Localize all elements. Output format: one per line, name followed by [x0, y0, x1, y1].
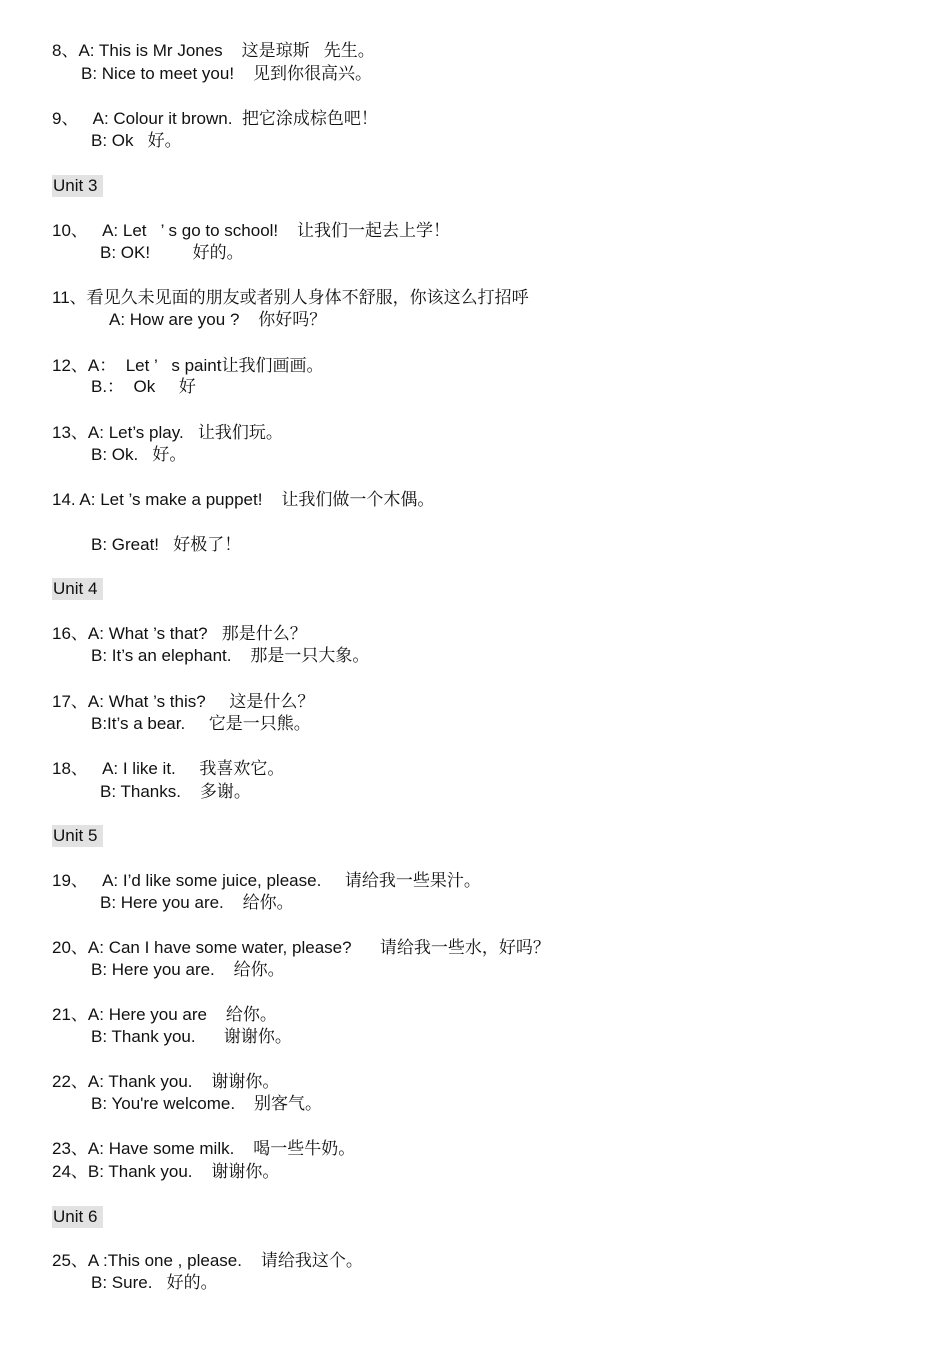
unit-3-heading: Unit 3 — [52, 175, 103, 197]
dialogue-19-line-a: 19、 A: I’d like some juice, please. 请给我一些果汁。 — [52, 871, 481, 890]
dialogue-11-line-a: 11、看见久未见面的朋友或者别人身体不舒服，你该这么打招呼 — [52, 288, 529, 307]
dialogue-8-line-b: B: Nice to meet you! 见到你很高兴。 — [81, 64, 372, 83]
dialogue-19-line-b: B: Here you are. 给你。 — [100, 893, 294, 912]
dialogue-21-line-b: B: Thank you. 谢谢你。 — [91, 1027, 292, 1046]
dialogue-11-line-b: A: How are you ? 你好吗？ — [109, 310, 327, 329]
dialogue-22-line-b: B: You're welcome. 别客气。 — [91, 1094, 322, 1113]
dialogue-10-line-a: 10、 A: Let ’ s go to school! 让我们一起去上学！ — [52, 221, 451, 240]
dialogue-17-line-b: B:It’s a bear. 它是一只熊。 — [91, 714, 311, 733]
dialogue-23-line: 23、A: Have some milk. 喝一些牛奶。 — [52, 1139, 356, 1158]
dialogue-13-line-b: B: Ok. 好。 — [91, 445, 187, 464]
dialogue-18-line-b: B: Thanks. 多谢。 — [100, 782, 251, 801]
dialogue-10-line-b: B: OK! 好的。 — [100, 243, 244, 262]
dialogue-12-line-b: B.： Ok 好 — [91, 377, 196, 396]
dialogue-20-line-a: 20、A: Can I have some water, please? 请给我一些水，好吗？ — [52, 938, 550, 957]
unit-5-heading: Unit 5 — [52, 825, 103, 847]
dialogue-22-line-a: 22、A: Thank you. 谢谢你。 — [52, 1072, 280, 1091]
dialogue-14-line-a: 14. A: Let ’s make a puppet! 让我们做一个木偶。 — [52, 490, 435, 509]
dialogue-9-line-b: B: Ok 好。 — [91, 131, 182, 150]
dialogue-24-line: 24、B: Thank you. 谢谢你。 — [52, 1162, 280, 1181]
dialogue-17-line-a: 17、A: What ’s this? 这是什么？ — [52, 692, 315, 711]
dialogue-16-line-b: B: It’s an elephant. 那是一只大象。 — [91, 646, 370, 665]
dialogue-20-line-b: B: Here you are. 给你。 — [91, 960, 285, 979]
dialogue-14-line-b: B: Great! 好极了！ — [91, 535, 242, 554]
dialogue-25-line-a: 25、A :This one , please. 请给我这个。 — [52, 1251, 363, 1270]
unit-4-heading: Unit 4 — [52, 578, 103, 600]
dialogue-12-line-a: 12、A： Let ’ s paint让我们画画。 — [52, 356, 324, 375]
dialogue-25-line-b: B: Sure. 好的。 — [91, 1273, 218, 1292]
dialogue-21-line-a: 21、A: Here you are 给你。 — [52, 1005, 277, 1024]
dialogue-13-line-a: 13、A: Let’s play. 让我们玩。 — [52, 423, 283, 442]
dialogue-8-line-a: 8、A: This is Mr Jones 这是琼斯 先生。 — [52, 41, 375, 60]
dialogue-18-line-a: 18、 A: I like it. 我喜欢它。 — [52, 759, 285, 778]
dialogue-16-line-a: 16、A: What ’s that? 那是什么？ — [52, 624, 307, 643]
unit-6-heading: Unit 6 — [52, 1206, 103, 1228]
dialogue-9-line-a: 9、 A: Colour it brown. 把它涂成棕色吧！ — [52, 109, 378, 128]
